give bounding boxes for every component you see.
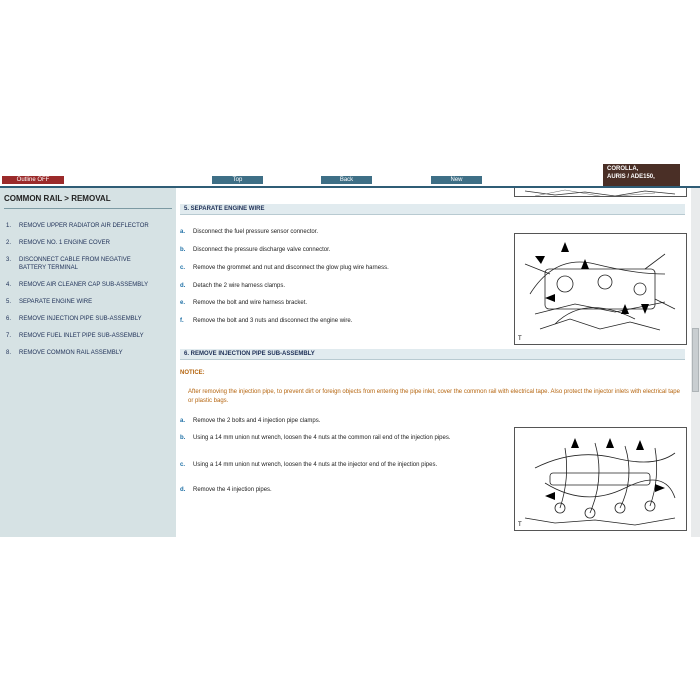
sidebar-item-label: REMOVE NO. 1 ENGINE COVER [19, 240, 111, 246]
item-number: 7. [6, 333, 12, 339]
item-number: 2. [6, 240, 12, 246]
step-text: Detach the 2 wire harness clamps. [193, 283, 286, 289]
back-button[interactable]: Back [321, 176, 372, 184]
sidebar-item-label: SEPARATE ENGINE WIRE [19, 299, 93, 305]
item-number: 3. [6, 257, 12, 263]
section-6-heading: 6. REMOVE INJECTION PIPE SUB-ASSEMBLY [180, 349, 685, 360]
step-text: Remove the grommet and nut and disconnect the glow plug wire harness. [193, 265, 389, 271]
main-scrollbar[interactable] [691, 188, 700, 537]
step-text: Using a 14 mm union nut wrench, loosen the 4 nuts at the injector end of the injection pipes. [193, 462, 438, 468]
sidebar-item-3[interactable] [0, 256, 176, 272]
top-button[interactable]: Top [212, 176, 263, 184]
sidebar-item-1[interactable] [0, 222, 176, 230]
figure-label: T [518, 522, 522, 528]
notice-text: After removing the injection pipe, to prevent dirt or foreign objects from entering the pipe inlet, cover the common rail with electrical tape. Also protect the injector inlets with electrical tape or plastic bags. [188, 389, 680, 404]
step-letter: b. [180, 435, 186, 441]
step-letter: d. [180, 283, 186, 289]
sidebar-item-label: DISCONNECT CABLE FROM NEGATIVE BATTERY TERMINAL [19, 257, 131, 271]
engine-illustration-fragment [515, 189, 686, 197]
sidebar-item-5[interactable] [0, 298, 176, 306]
step-text: Remove the 4 injection pipes. [193, 487, 272, 493]
step-text: Remove the bolt and 3 nuts and disconnect the engine wire. [193, 318, 353, 324]
section-5-heading: 5. SEPARATE ENGINE WIRE [180, 204, 685, 215]
figure-engine-wire[interactable] [514, 233, 687, 345]
previous-figure-fragment [514, 188, 687, 197]
sidebar-item-label: REMOVE INJECTION PIPE SUB-ASSEMBLY [19, 316, 142, 322]
step-text: Disconnect the fuel pressure sensor connector. [193, 229, 319, 235]
figure-injection-pipes[interactable] [514, 427, 687, 531]
main-content [176, 188, 691, 537]
step-letter: a. [180, 418, 186, 424]
arrow-marker [561, 242, 569, 252]
step-letter: e. [180, 300, 186, 306]
step-text: Using a 14 mm union nut wrench, loosen the 4 nuts at the common rail end of the injection pipes. [193, 435, 451, 441]
engine-wire-illustration [515, 234, 686, 344]
sidebar-item-8[interactable] [0, 349, 176, 357]
sidebar-item-6[interactable] [0, 315, 176, 323]
sidebar-item-2[interactable] [0, 239, 176, 247]
sidebar-title-rule [4, 208, 172, 209]
item-number: 8. [6, 350, 12, 356]
step-text: Remove the 2 bolts and 4 injection pipe clamps. [193, 418, 321, 424]
procedure-list [0, 222, 176, 366]
vehicle-info-badge [603, 164, 680, 186]
sidebar-item-7[interactable] [0, 332, 176, 340]
sidebar-item-label: REMOVE AIR CLEANER CAP SUB-ASSEMBLY [19, 282, 149, 288]
figure-label: T [518, 336, 522, 342]
sidebar-item-label: REMOVE FUEL INLET PIPE SUB-ASSEMBLY [19, 333, 144, 339]
sidebar [0, 188, 176, 537]
step-letter: c. [180, 265, 186, 271]
injection-pipe-illustration [515, 428, 686, 530]
step-letter: d. [180, 487, 186, 493]
sidebar-item-4[interactable] [0, 281, 176, 289]
item-number: 1. [6, 223, 12, 229]
sidebar-item-label: REMOVE COMMON RAIL ASSEMBLY [19, 350, 123, 356]
vehicle-line-1: COROLLA, [607, 166, 639, 172]
step-text: Remove the bolt and wire harness bracket. [193, 300, 308, 306]
item-number: 4. [6, 282, 12, 288]
sidebar-title: COMMON RAIL > REMOVAL [4, 194, 111, 203]
outline-toggle-button[interactable]: Outline OFF [2, 176, 64, 184]
step-letter: f. [180, 318, 184, 324]
vehicle-line-2: AURIS / ADE150, [607, 174, 655, 180]
step-letter: b. [180, 247, 186, 253]
step-text: Disconnect the pressure discharge valve connector. [193, 247, 331, 253]
step-letter: a. [180, 229, 186, 235]
scrollbar-thumb[interactable] [692, 328, 699, 392]
item-number: 5. [6, 299, 12, 305]
sidebar-item-label: REMOVE UPPER RADIATOR AIR DEFLECTOR [19, 223, 149, 229]
step-letter: c. [180, 462, 186, 468]
item-number: 6. [6, 316, 12, 322]
new-button[interactable]: New [431, 176, 482, 184]
notice-label: NOTICE: [180, 370, 205, 376]
